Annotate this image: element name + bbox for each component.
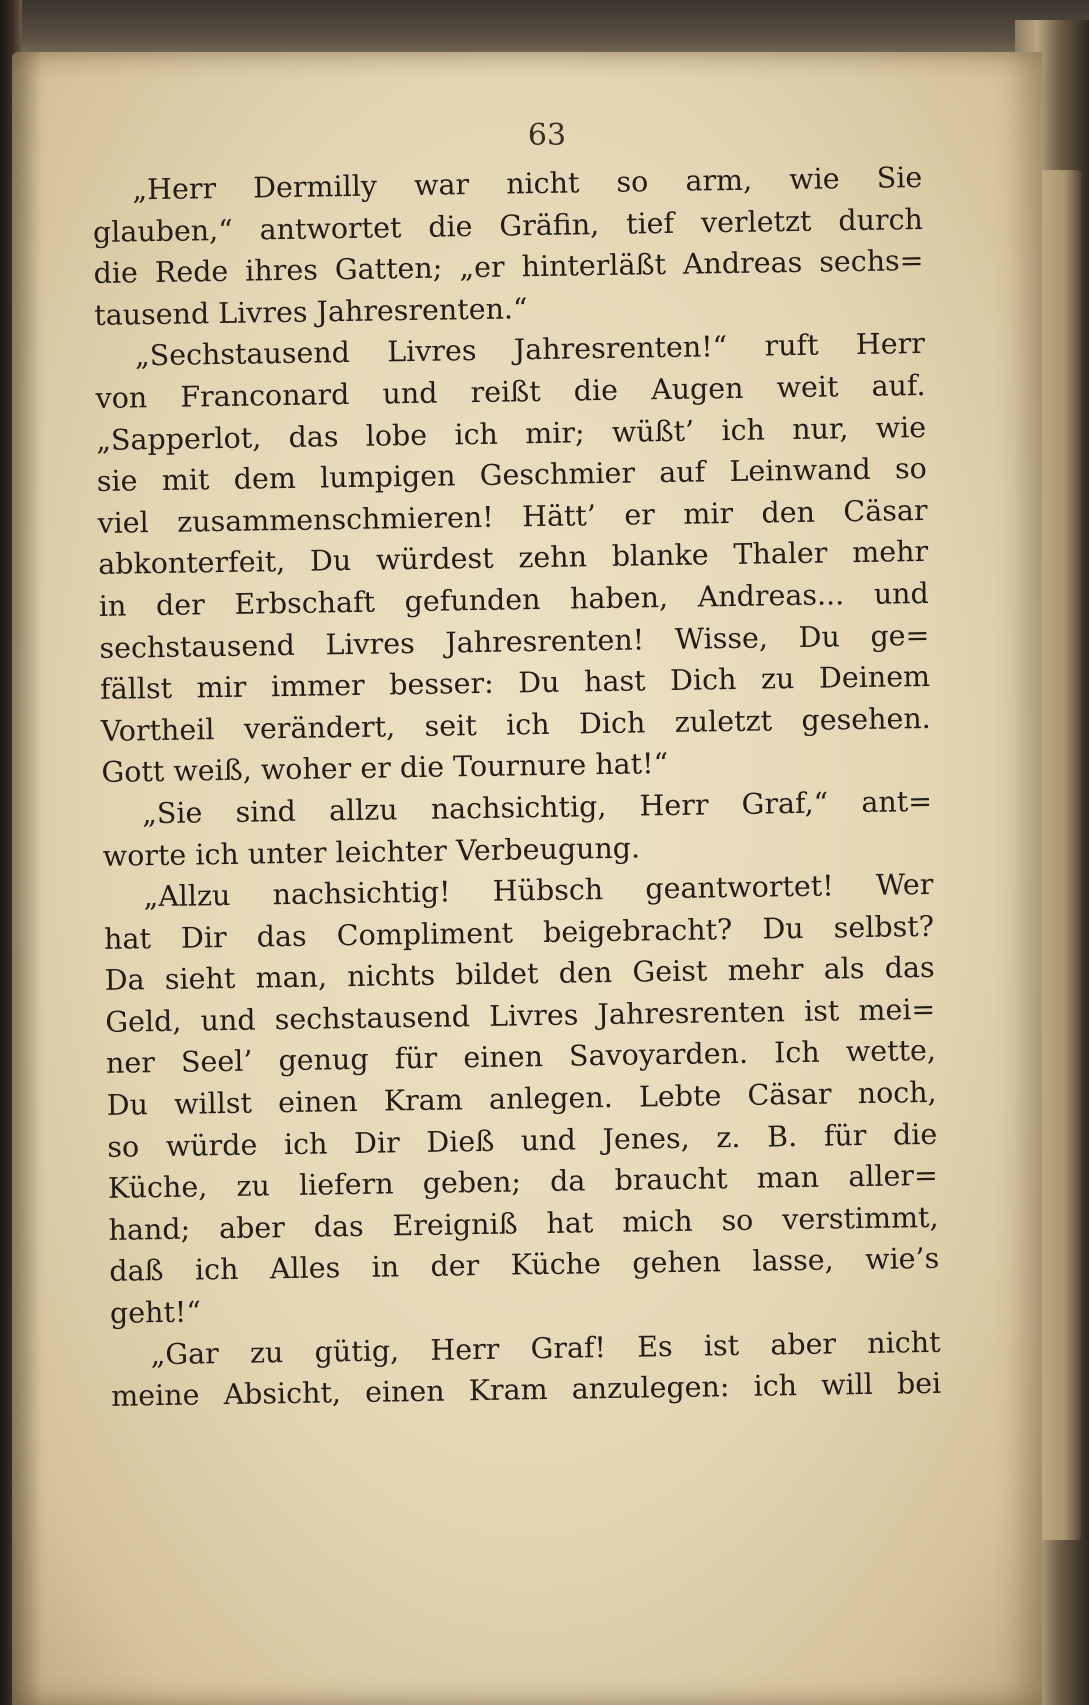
text-line: „Gar zu gütig, Herr Graf! Es ist aber nicht [150, 1325, 941, 1371]
text-line: geht!“ [109, 1295, 202, 1330]
text-line: hand; aber das Ereigniß hat mich so verstimmt, [108, 1200, 939, 1247]
text-line: „Sapperlot, das lobe ich mir; wüßt’ ich nur, wie [95, 410, 927, 457]
text-line: „Allzu nachsichtig! Hübsch geantwortet! Wer [143, 867, 934, 914]
text-line: worte ich unter leichter Verbeugung. [102, 830, 641, 873]
gutter-shadow [12, 52, 42, 1705]
text-line: meine Absicht, einen Kram anzulegen: ich will bei [111, 1367, 942, 1414]
text-line: Geld, und sechstausend Livres Jahresrenten ist mei= [105, 992, 936, 1039]
body-text [92, 157, 941, 1418]
text-line: in der Erbschaft gefunden haben, Andreas... und [98, 576, 930, 623]
text-line: glauben,“ antwortet die Gräfin, tief verletzt durch [92, 202, 924, 249]
text-line: tausend Livres Jahresrenten.“ [94, 291, 528, 332]
text-line: Du willst einen Kram anlegen. Lebte Cäsar noch, [106, 1075, 937, 1122]
text-line: „Sechstausend Livres Jahresrenten!“ ruft Herr [134, 327, 926, 373]
text-line: fällst mir immer besser: Du hast Dich zu Deinem [99, 660, 931, 707]
text-line: sechstausend Livres Jahresrenten! Wisse, Du ge= [99, 618, 930, 665]
text-line: ner Seel’ genug für einen Savoyarden. Ich wette, [105, 1034, 937, 1081]
text-line: Vortheil verändert, seit ich Dich zuletzt gesehen. [100, 701, 931, 748]
text-line: hat Dir das Compliment beigebracht? Du selbst? [103, 909, 935, 956]
text-line: Küche, zu liefern geben; da braucht man aller= [107, 1159, 939, 1206]
text-line: viel zusammenschmieren! Hätt’ er mir den Cäsar [97, 493, 928, 540]
text-line: von Franconard und reißt die Augen weit auf. [95, 368, 926, 415]
text-line: sie mit dem lumpigen Geschmier auf Leinwand so [96, 452, 928, 499]
text-line: Da sieht man, nichts bildet den Geist mehr als das [104, 951, 935, 998]
text-line: die Rede ihres Gatten; „er hinterläßt Andreas sechs= [93, 244, 924, 291]
text-line: Gott weiß, woher er die Tournure hat!“ [101, 747, 669, 790]
book-page [12, 52, 1042, 1705]
text-line: „Sie sind allzu nachsichtig, Herr Graf,“ ant= [141, 784, 933, 831]
text-line: „Herr Dermilly war nicht so arm, wie Sie [132, 160, 923, 207]
text-line: so würde ich Dir Dieß und Jenes, z. B. für die [107, 1117, 938, 1164]
text-line: daß ich Alles in der Küche gehen lasse, wie’s [109, 1242, 940, 1289]
text-line: abkonterfeit, Du würdest zehn blanke Thaler mehr [97, 535, 929, 582]
page-number: 63 [527, 118, 567, 153]
